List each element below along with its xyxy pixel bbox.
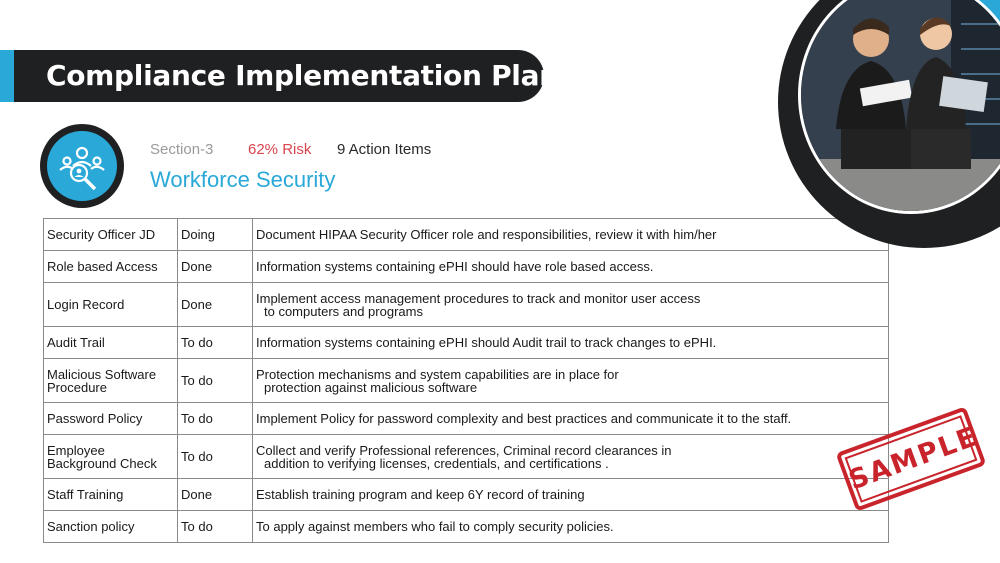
stamp-text: SAMPLE [844,421,982,497]
description-line: Establish training program and keep 6Y record of training [256,487,585,502]
table-row [44,219,889,251]
description-line: Collect and verify Professional references, Criminal record clearances in [256,442,672,458]
status-cell: To do [178,511,253,543]
table-row [44,359,889,403]
description-cell [253,219,889,251]
table-row [44,251,889,283]
section-number: Section-3 [150,141,214,158]
status-cell: To do [178,359,253,403]
description-line: Information systems containing ePHI should have role based access. [256,259,654,274]
item-cell: Login Record [44,283,178,327]
item-cell: Role based Access [44,251,178,283]
description-cell [253,359,889,403]
item-cell: Sanction policy [44,511,178,543]
status-cell: Done [178,251,253,283]
item-cell: Employee Background Check [44,435,178,479]
table-row [44,479,889,511]
status-cell: To do [178,327,253,359]
status-cell: Done [178,479,253,511]
description-cell [253,511,889,543]
description-line: to computers and programs [264,303,423,319]
page-title: Compliance Implementation Plan [46,59,559,92]
table-row [44,283,889,327]
description-line: Document HIPAA Security Officer role and responsibilities, review it with him/her [256,227,717,242]
description-line: Information systems containing ePHI should Audit trail to track changes to ePHI. [256,335,717,350]
item-cell: Malicious Software Procedure [44,359,178,403]
description-line: Implement access management procedures to track and monitor user access [256,290,701,306]
table-row [44,511,889,543]
status-cell: To do [178,435,253,479]
item-cell: Staff Training [44,479,178,511]
risk-percentage: 62% Risk [248,141,312,158]
table-row [44,403,889,435]
description-cell [253,251,889,283]
status-cell: Doing [178,219,253,251]
table-row [44,435,889,479]
description-cell [253,435,889,479]
team-search-icon [47,131,117,201]
description-cell [253,479,889,511]
description-line: Implement Policy for password complexity and best practices and communicate it to the staff. [256,411,792,426]
action-items-count: 9 Action Items [337,141,432,158]
description-line: protection against malicious software [264,379,478,395]
description-line: Protection mechanisms and system capabilities are in place for [256,366,619,382]
description-line: To apply against members who fail to comply security policies. [256,519,614,534]
status-cell: Done [178,283,253,327]
section-title: Workforce Security [150,167,336,192]
description-cell [253,283,889,327]
table-row [44,327,889,359]
item-cell: Security Officer JD [44,219,178,251]
action-items-table [43,218,889,543]
item-cell: Password Policy [44,403,178,435]
item-cell: Audit Trail [44,327,178,359]
description-cell [253,403,889,435]
status-cell: To do [178,403,253,435]
description-cell [253,327,889,359]
description-line: addition to verifying licenses, credentials, and certifications . [264,455,609,471]
